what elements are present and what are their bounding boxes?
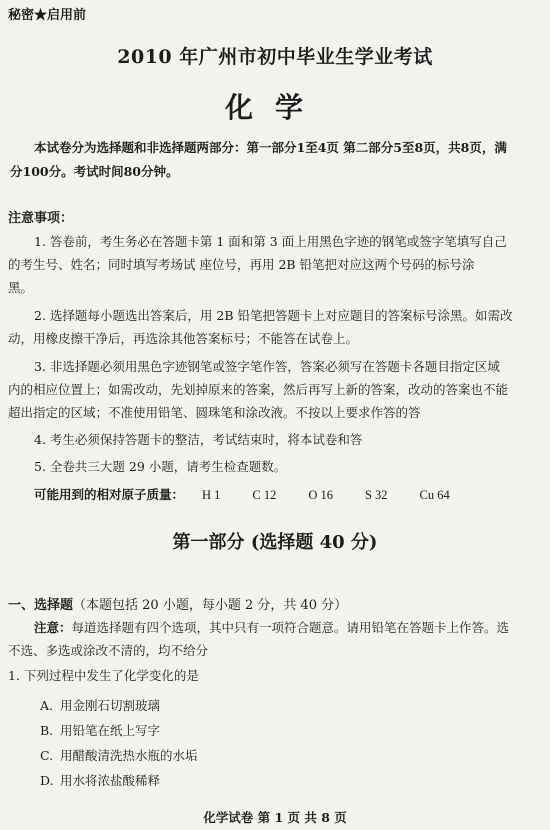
atomic-mass: C 12 bbox=[252, 488, 277, 502]
intro-line: 分100分。考试时间80分钟。 bbox=[10, 164, 179, 179]
note-line: 动，用橡皮擦干净后，再选涂其他答案标号；不能答在试卷上。 bbox=[8, 331, 359, 346]
option-text: 用金刚石切割玻璃 bbox=[60, 698, 161, 713]
section-note-text: 每道选择题有四个选项，其中只有一项符合题意。请用铅笔在答题卡上作答。选 bbox=[71, 620, 510, 635]
exam-intro bbox=[10, 136, 544, 184]
option-letter: D. bbox=[40, 773, 54, 788]
option-text: 用铅笔在纸上写字 bbox=[60, 723, 161, 738]
section-heading-label: 一、选择题 bbox=[8, 598, 74, 613]
notes-list bbox=[8, 230, 544, 478]
atomic-masses-label: 可能用到的相对原子质量： bbox=[34, 487, 185, 502]
atomic-mass: O 16 bbox=[308, 488, 333, 502]
note-item bbox=[8, 455, 544, 478]
question-options bbox=[40, 693, 198, 793]
atomic-masses bbox=[34, 485, 478, 503]
note-line: 5. 全卷共三大题 29 小题，请考生检查题数。 bbox=[34, 459, 287, 474]
option-letter: B. bbox=[40, 723, 54, 738]
section-heading-detail: （本题包括 20 小题，每小题 2 分，共 40 分） bbox=[73, 598, 348, 613]
notes-heading: 注意事项： bbox=[8, 211, 74, 226]
section-note-line bbox=[8, 616, 544, 639]
intro-line: 本试卷分为选择题和非选择题两部分：第一部分1至4页 第二部分5至8页，共8页，满 bbox=[34, 140, 507, 155]
exam-title: 2010 年广州市初中毕业生学业考试 bbox=[117, 46, 433, 68]
atomic-mass: H 1 bbox=[202, 488, 221, 502]
note-line: 黑。 bbox=[8, 280, 34, 295]
option-d bbox=[40, 768, 198, 793]
option-letter: A. bbox=[40, 698, 54, 713]
note-line: 2. 选择题每小题选出答案后，用 2B 铅笔把答题卡上对应题目的答案标号涂黑。如需改 bbox=[34, 308, 513, 323]
atomic-mass: Cu 64 bbox=[419, 488, 450, 502]
option-letter: C. bbox=[40, 748, 54, 763]
option-c bbox=[40, 743, 198, 768]
note-item bbox=[8, 230, 544, 299]
note-line: 内的相应位置上；如需改动，先划掉原来的答案，然后再写上新的答案，改动的答案也不能 bbox=[8, 382, 509, 397]
note-line: 1. 答卷前，考生务必在答题卡第 1 面和第 3 面上用黑色字迹的钢笔或签字笔填写自己 bbox=[34, 234, 507, 249]
section-heading bbox=[8, 594, 347, 613]
note-line: 3. 非选择题必须用黑色字迹钢笔或签字笔作答，答案必须写在答题卡各题目指定区域 bbox=[34, 359, 500, 374]
section-note-line: 不选、多选或涂改不清的，均不给分 bbox=[8, 643, 209, 658]
page-footer: 化学试卷 第 1 页 共 8 页 bbox=[203, 810, 347, 825]
option-text: 用醋酸清洗热水瓶的水垢 bbox=[60, 748, 198, 763]
option-text: 用水将浓盐酸稀释 bbox=[60, 773, 161, 788]
atomic-mass: S 32 bbox=[364, 488, 388, 502]
section-note bbox=[8, 616, 544, 662]
confidentiality-mark: 秘密★启用前 bbox=[8, 8, 87, 23]
note-item bbox=[8, 355, 544, 424]
option-a bbox=[40, 693, 198, 718]
part-title: 第一部分 (选择题 40 分) bbox=[172, 532, 378, 553]
note-line: 超出指定的区域；不准使用铅笔、圆珠笔和涂改液。不按以上要求作答的答 bbox=[8, 405, 421, 420]
subject-title: 化学 bbox=[224, 91, 325, 124]
note-line: 4. 考生必须保持答题卡的整洁，考试结束时，将本试卷和答 bbox=[34, 432, 363, 447]
note-item bbox=[8, 304, 544, 350]
note-item bbox=[8, 428, 544, 451]
section-note-label: 注意： bbox=[34, 620, 72, 635]
option-b bbox=[40, 718, 198, 743]
question-stem: 1. 下列过程中发生了化学变化的是 bbox=[8, 668, 199, 683]
note-line: 的考生号、姓名；同时填写考场试 座位号，再用 2B 铅笔把对应这两个号码的标号涂 bbox=[8, 257, 475, 272]
